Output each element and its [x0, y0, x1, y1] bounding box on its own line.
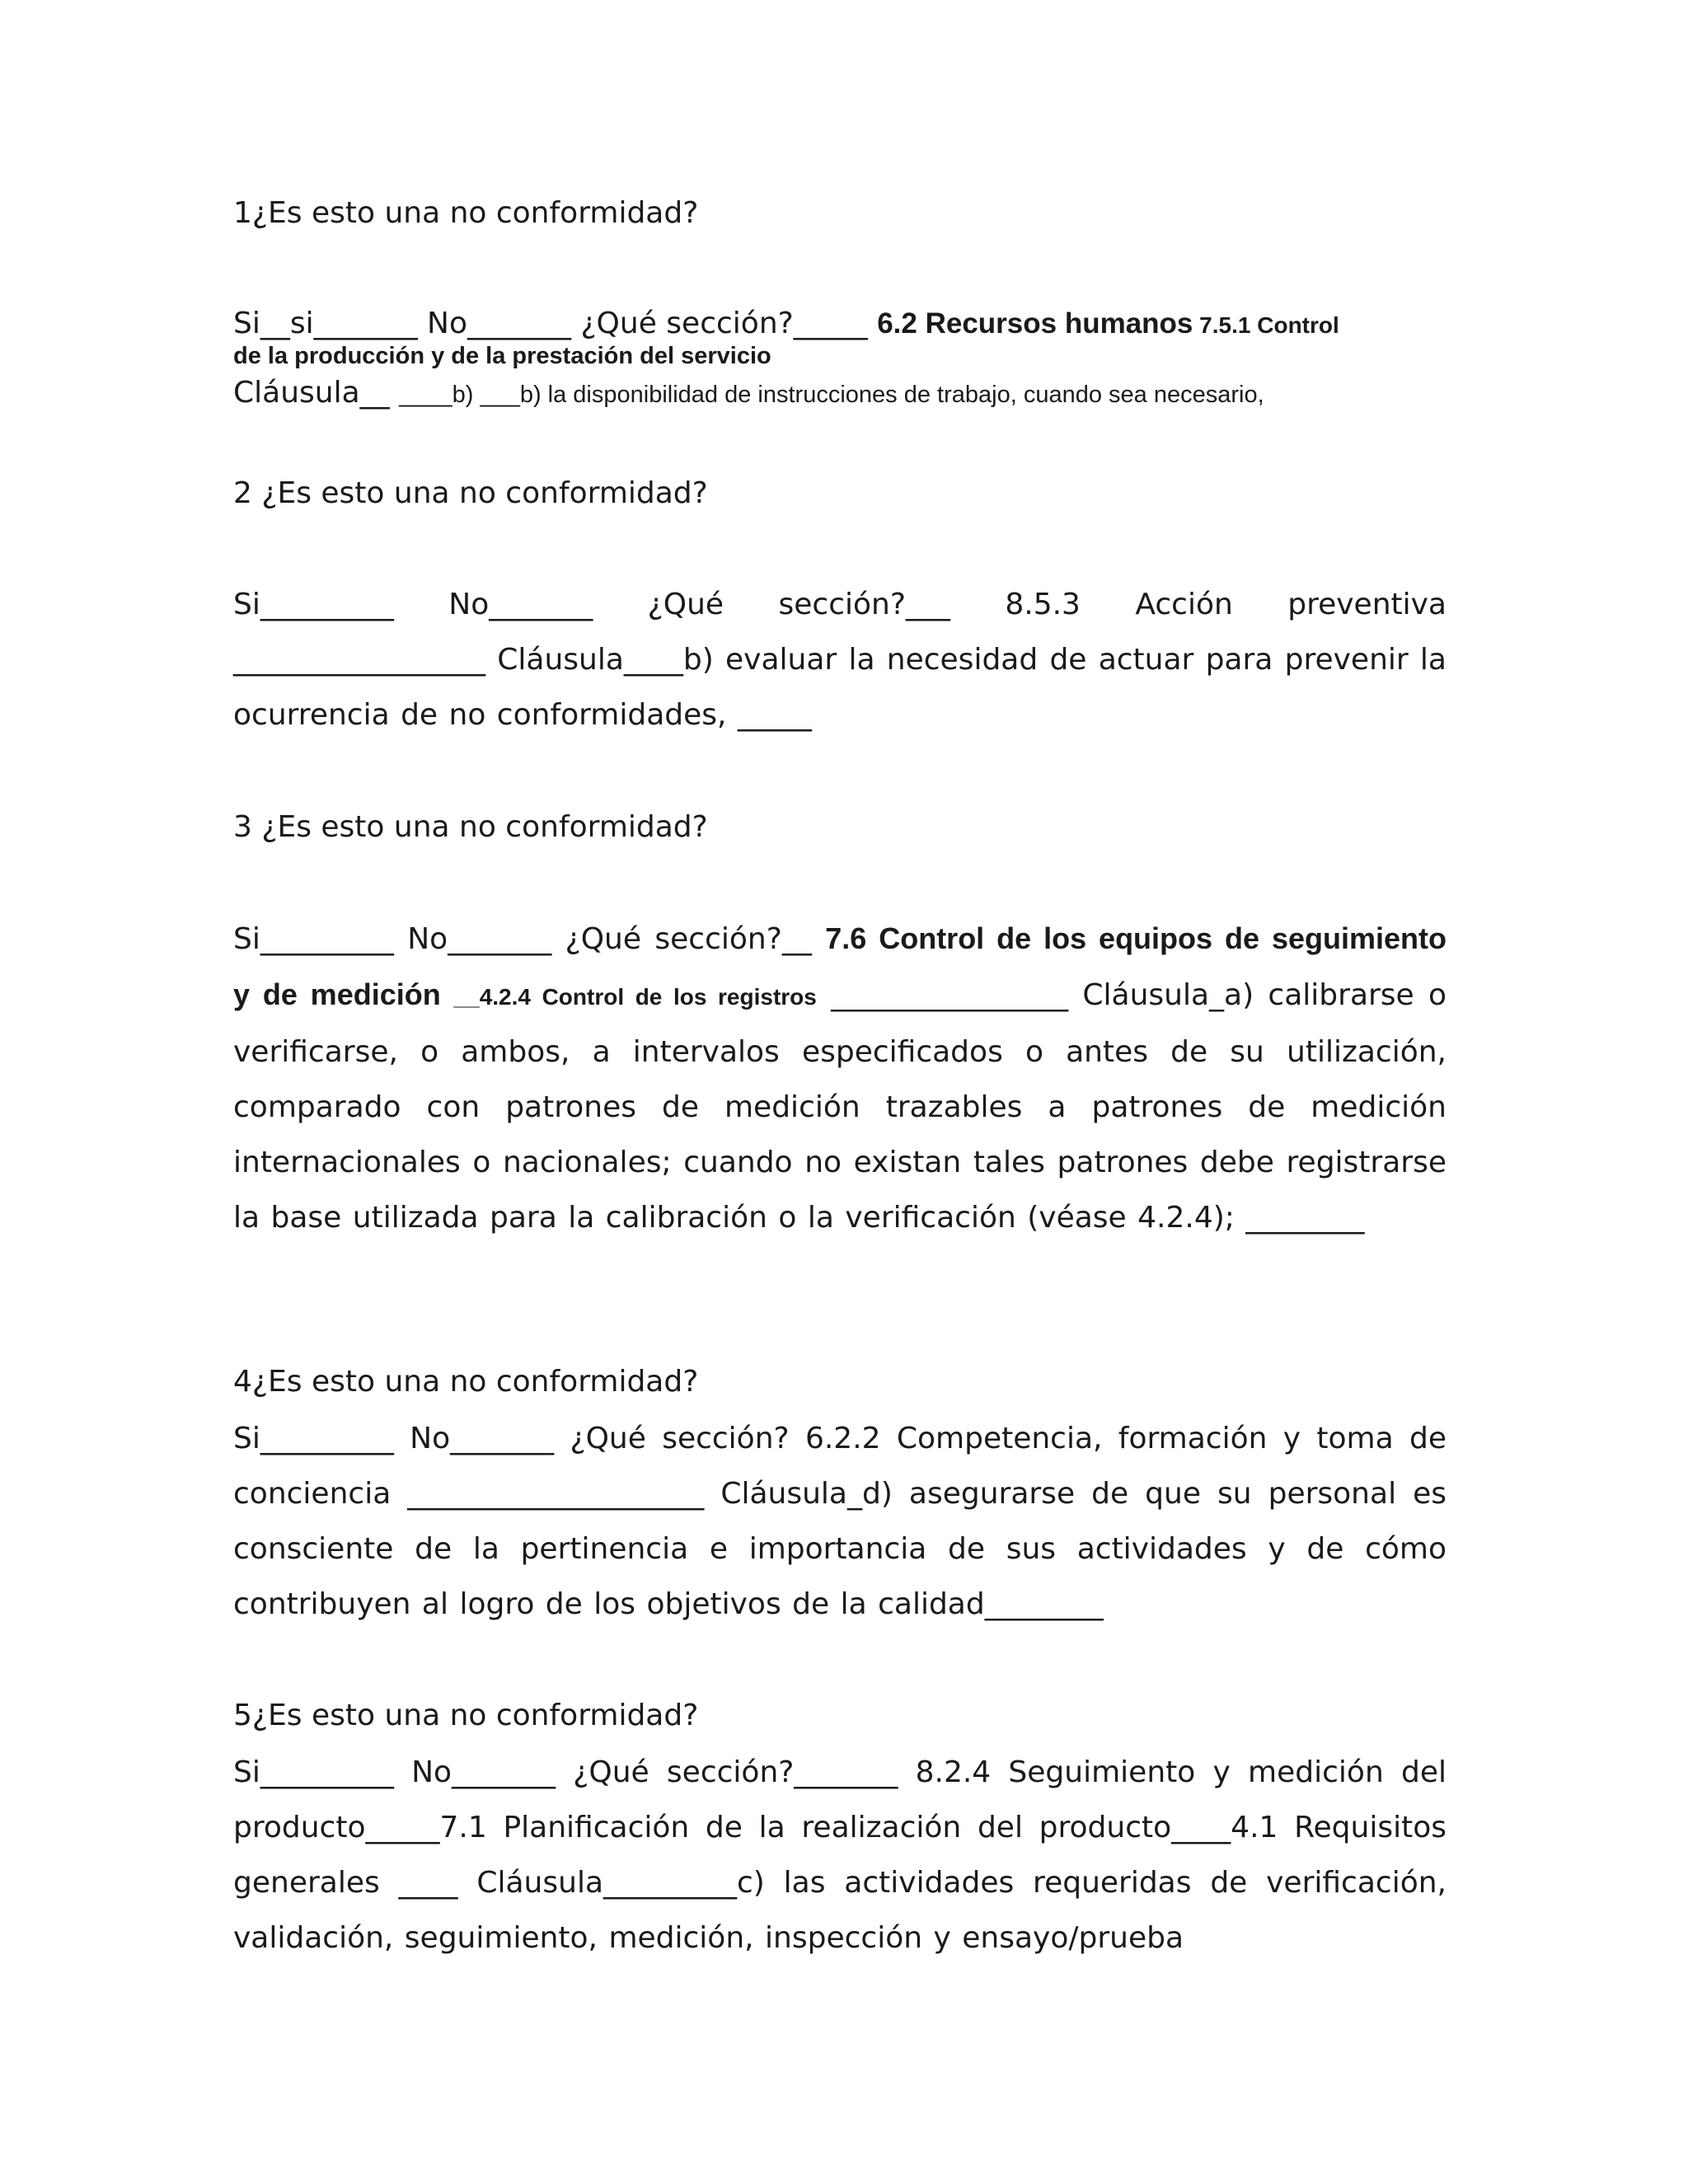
question-5-answer: Si_________ No_______ ¿Qué sección?_______ 8.2.4 Seguimiento y medición del producto_____7.1 Planificación de la realización del producto____4.1 Requisitos generales ____ Cláusula_________c) las actividades requeridas de verificación, validación, seguimiento, medición, inspección y ensayo/prueba [233, 1755, 1447, 1955]
question-3-section: 7.6 Control de los equipos de seguimiento y de medición [233, 921, 1447, 1011]
question-3-blank: ________________ [816, 978, 1069, 1012]
question-2-title: 2 ¿Es esto una no conformidad? [233, 476, 708, 510]
question-3-subsection: __4.2.4 Control de los registros [453, 984, 817, 1010]
question-3-title: 3 ¿Es esto una no conformidad? [233, 810, 708, 844]
question-1-answer-fields: Si__si_______ No_______ ¿Qué sección?_____ [233, 307, 878, 340]
question-5-title: 5¿Es esto una no conformidad? [233, 1699, 699, 1732]
question-1-line-2: de la producción y de la prestación del servicio [233, 343, 771, 369]
question-1-line-3 [233, 376, 1264, 410]
question-4-answer: Si_________ No_______ ¿Qué sección? 6.2.2 Competencia, formación y toma de conciencia ____________________ Cláusula_d) asegurarse de que su personal es consciente de la pertinencia e importancia de sus actividades y de cómo contribuyen al logro de los objetivos de la calidad________ [233, 1422, 1447, 1621]
question-3-answer [233, 911, 1447, 1245]
question-1-line-1 [233, 307, 1339, 340]
question-3-answer-fields: Si_________ No_______ ¿Qué sección?__ [233, 922, 826, 956]
question-4-title: 4¿Es esto una no conformidad? [233, 1365, 699, 1399]
question-1-clause-text: ____b) ___b) la disponibilidad de instrucciones de trabajo, cuando sea necesario, [399, 382, 1264, 408]
question-2-answer: Si_________ No_______ ¿Qué sección?___ 8.5.3 Acción preventiva _________________ Cláusula____b) evaluar la necesidad de actuar para prevenir la ocurrencia de no conformidades, _____ [233, 588, 1447, 732]
question-1-section: 6.2 Recursos humanos [877, 307, 1193, 340]
question-1-subsection: 7.5.1 Control [1193, 312, 1339, 338]
question-1-clause-label: Cláusula__ [233, 376, 400, 410]
question-3-clause: Cláusula_a) calibrarse o verificarse, o ambos, a intervalos especificados o antes de su utilización, comparado con patrones de medición trazables a patrones de medición internacionales o nacionales; cuando no existan tales patrones debe registrarse la base utilizada para la calibración o la verificación (véase 4.2.4); ________ [233, 978, 1447, 1235]
question-1-title: 1¿Es esto una no conformidad? [233, 196, 699, 230]
